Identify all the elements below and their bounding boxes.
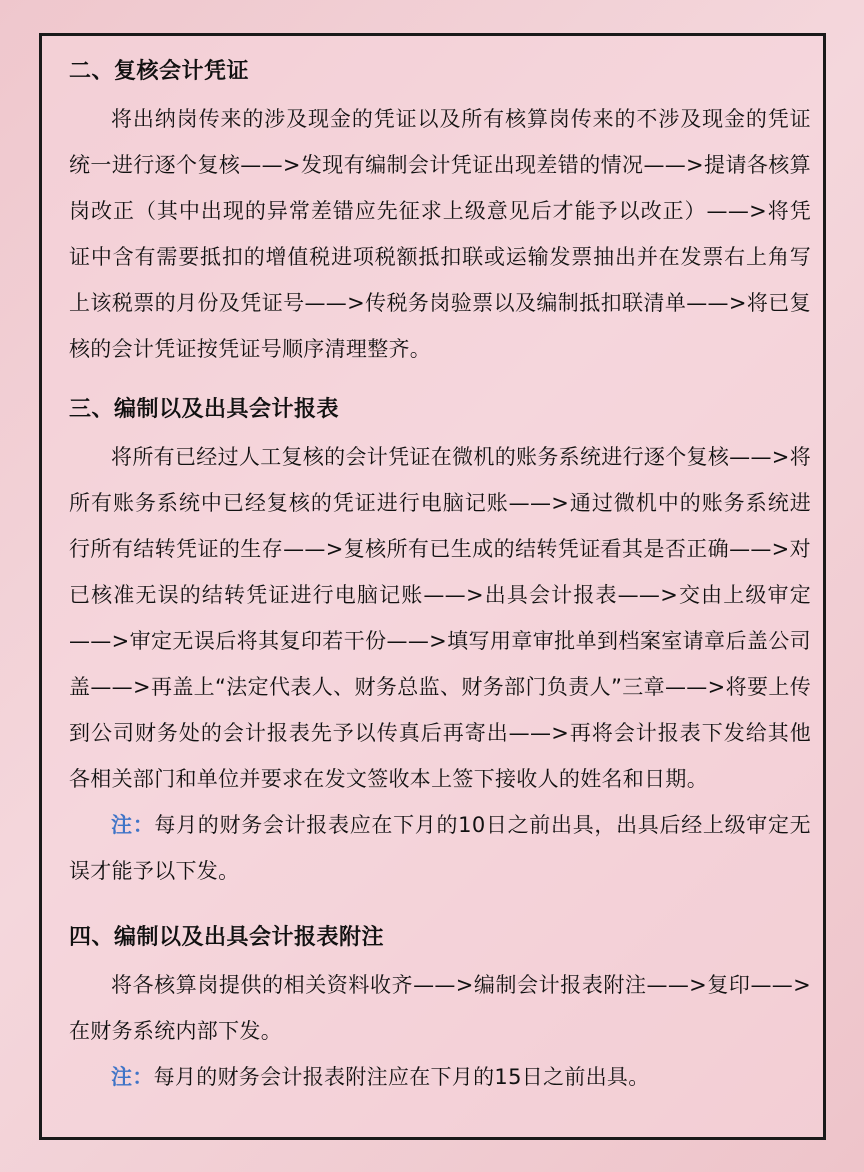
section-prepare-reports — [69, 392, 811, 894]
section-body: 将所有已经过人工复核的会计凭证在微机的账务系统进行逐个复核——>将所有账务系统中已经复核的凭证进行电脑记账——>通过微机中的账务系统进行所有结转凭证的生存——>复核所有已生成的结转凭证看其是否正确——>对已核准无误的结转凭证进行电脑记账——>出具会计报表——>交由上级审定——>审定无误后将其复印若干份——>填写用章审批单到档案室请章后盖公司盖——>再盖上“法定代表人、财务总监、财务部门负责人”三章——>将要上传到公司财务处的会计报表先予以传真后再寄出——>再将会计报表下发给其他各相关部门和单位并要求在发文签收本上签下接收人的姓名和日期。 — [69, 445, 811, 791]
section-heading: 二、复核会计凭证 — [69, 59, 250, 84]
section-note — [69, 1054, 811, 1100]
section-report-notes — [69, 920, 811, 1100]
section-body: 将各核算岗提供的相关资料收齐——>编制会计报表附注——>复印——>在财务系统内部下发。 — [69, 973, 811, 1043]
section-note — [69, 802, 811, 894]
note-label: 注： — [111, 1065, 154, 1089]
note-label: 注： — [111, 813, 155, 837]
section-body: 将出纳岗传来的涉及现金的凭证以及所有核算岗传来的不涉及现金的凭证统一进行逐个复核——>发现有编制会计凭证出现差错的情况——>提请各核算岗改正（其中出现的异常差错应先征求上级意见后才能予以改正）——>将凭证中含有需要抵扣的增值税进项税额抵扣联或运输发票抽出并在发票右上角写上该税票的月份及凭证号——>传税务岗验票以及编制抵扣联清单——>将已复核的会计凭证按凭证号顺序清理整齐。 — [69, 107, 811, 361]
section-heading: 四、编制以及出具会计报表附注 — [69, 925, 385, 950]
document-card — [39, 33, 826, 1140]
section-heading: 三、编制以及出具会计报表 — [69, 397, 340, 422]
note-text: 每月的财务会计报表附注应在下月的15日之前出具。 — [153, 1065, 650, 1089]
note-text: 每月的财务会计报表应在下月的10日之前出具，出具后经上级审定无误才能予以下发。 — [69, 813, 811, 883]
section-review-vouchers — [69, 54, 811, 372]
